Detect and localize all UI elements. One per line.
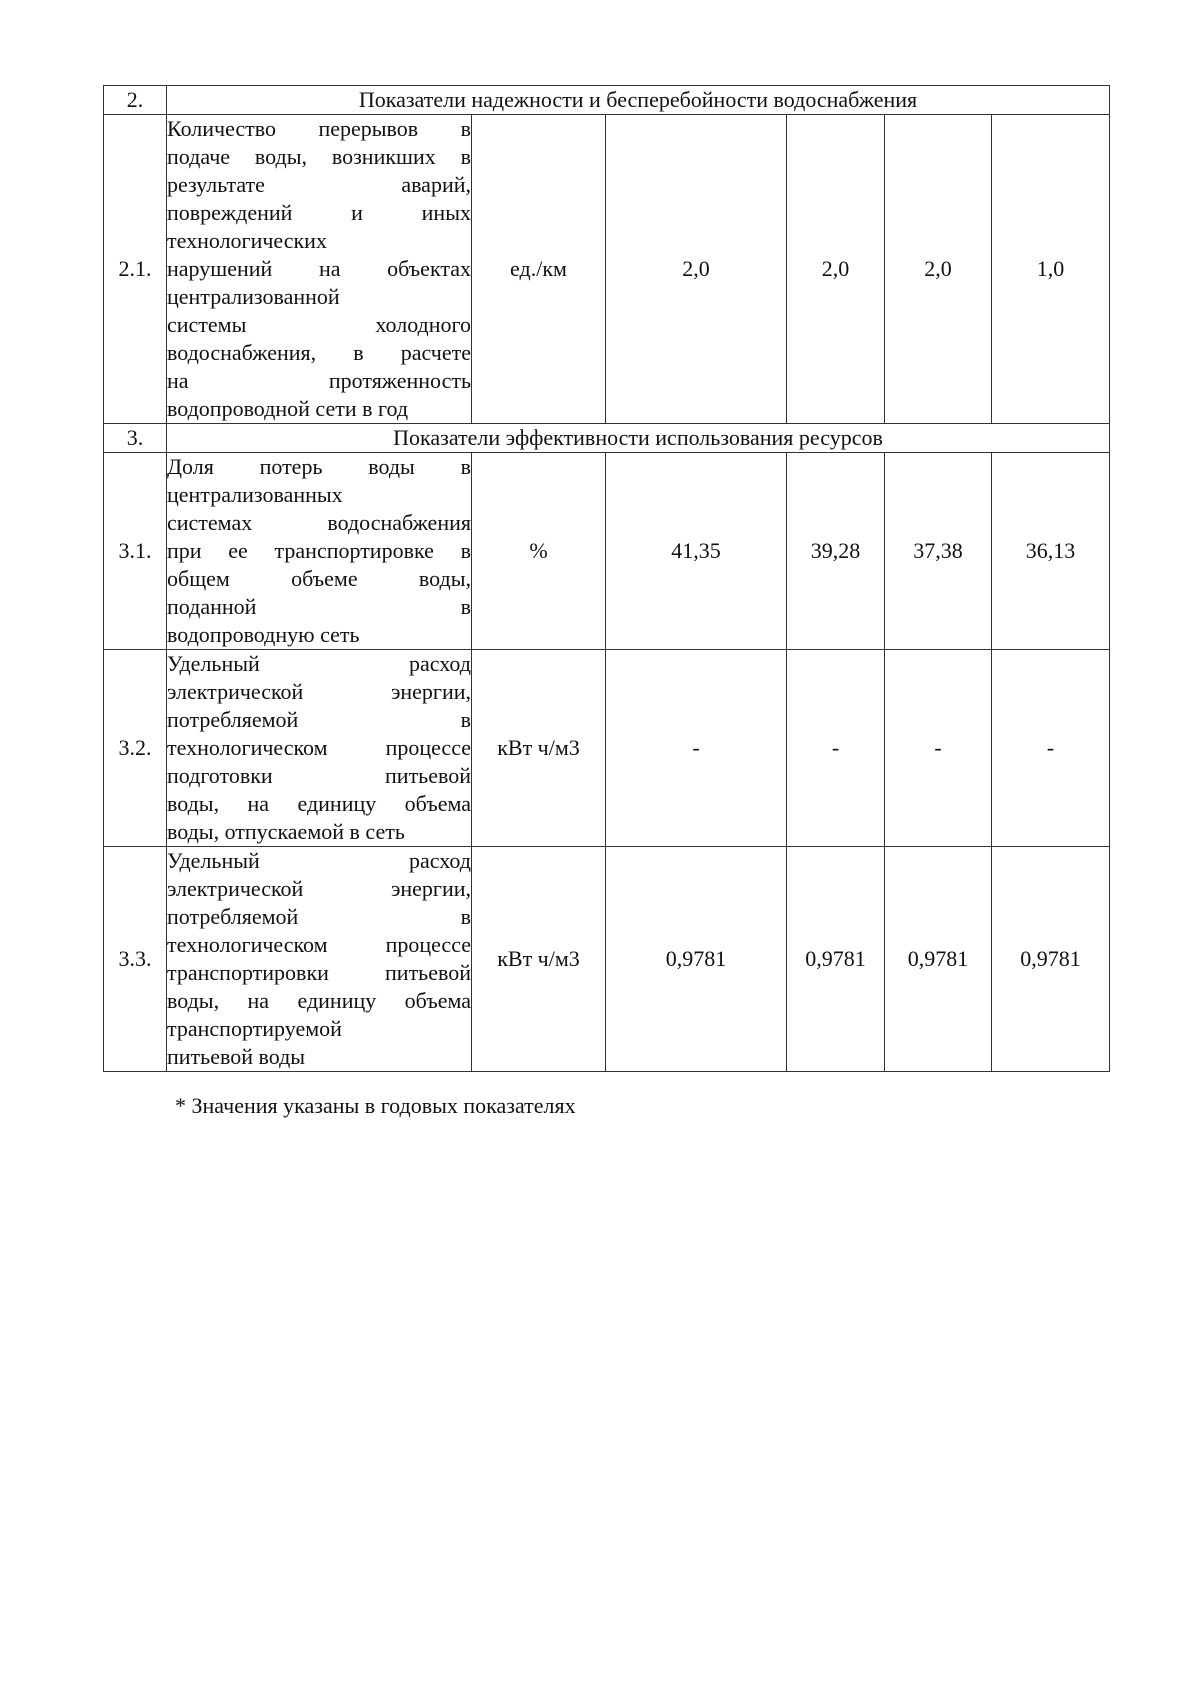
description-line: Количество перерывов в [167, 116, 471, 141]
value-cell: 0,9781 [992, 847, 1110, 1072]
value-cell: 0,9781 [606, 847, 787, 1072]
value-cell: - [992, 650, 1110, 847]
description-line: повреждений и иных [167, 200, 471, 225]
value-cell: 0,9781 [885, 847, 992, 1072]
description-line: при ее транспортировке в [167, 538, 471, 563]
table-row [104, 650, 1110, 847]
value-cell: 1,0 [992, 115, 1110, 424]
description-line: системы холодного [167, 312, 471, 337]
description-line: технологическом процессе [167, 735, 471, 760]
value-cell: 36,13 [992, 453, 1110, 650]
value-cell: 0,9781 [787, 847, 885, 1072]
value-cell: 2,0 [787, 115, 885, 424]
description-line: потребляемой в [167, 707, 471, 732]
description-line: нарушений на объектах [167, 256, 471, 281]
description-line: общем объеме воды, [167, 566, 471, 591]
description-line: водопроводной сети в год [167, 396, 409, 421]
indicator-description [167, 453, 472, 650]
description-line: результате аварий, [167, 172, 471, 197]
section-row [104, 86, 1110, 115]
value-cell: 39,28 [787, 453, 885, 650]
value-cell: - [787, 650, 885, 847]
value-cell: - [885, 650, 992, 847]
description-line: системах водоснабжения [167, 510, 471, 535]
description-line: подготовки питьевой [167, 763, 471, 788]
indicator-description [167, 847, 472, 1072]
table-body [104, 86, 1110, 1072]
row-number: 3.1. [104, 453, 167, 650]
description-line: потребляемой в [167, 904, 471, 929]
row-number: 2. [104, 86, 167, 115]
description-line: централизованных [167, 482, 343, 507]
description-line: транспортировки питьевой [167, 960, 471, 985]
indicators-table [103, 85, 1110, 1072]
description-line: подаче воды, возникших в [167, 144, 471, 169]
description-line: электрической энергии, [167, 876, 471, 901]
section-row [104, 424, 1110, 453]
description-line: водопроводную сеть [167, 622, 360, 647]
description-line: на протяженность [167, 368, 471, 393]
indicator-description [167, 650, 472, 847]
description-line: питьевой воды [167, 1044, 306, 1069]
description-line: воды, на единицу объема [167, 791, 471, 816]
table-row [104, 115, 1110, 424]
description-line: технологическом процессе [167, 932, 471, 957]
description-line: поданной в [167, 594, 471, 619]
description-line: Удельный расход [167, 651, 471, 676]
description-line: Доля потерь воды в [167, 454, 471, 479]
row-number: 2.1. [104, 115, 167, 424]
indicator-description [167, 115, 472, 424]
unit-cell: кВт ч/м3 [472, 847, 606, 1072]
table-row [104, 453, 1110, 650]
description-line: транспортируемой [167, 1016, 342, 1041]
value-cell: 2,0 [885, 115, 992, 424]
value-cell: - [606, 650, 787, 847]
description-line: водоснабжения, в расчете [167, 340, 471, 365]
description-line: воды, отпускаемой в сеть [167, 819, 405, 844]
value-cell: 2,0 [606, 115, 787, 424]
description-line: технологических [167, 228, 327, 253]
unit-cell: ед./км [472, 115, 606, 424]
description-line: Удельный расход [167, 848, 471, 873]
section-title: Показатели эффективности использования ресурсов [167, 424, 1110, 453]
row-number: 3. [104, 424, 167, 453]
section-title: Показатели надежности и бесперебойности водоснабжения [167, 86, 1110, 115]
description-line: воды, на единицу объема [167, 988, 471, 1013]
row-number: 3.2. [104, 650, 167, 847]
table-row [104, 847, 1110, 1072]
footnote: * Значения указаны в годовых показателях [175, 1093, 576, 1118]
description-line: электрической энергии, [167, 679, 471, 704]
description-line: централизованной [167, 284, 340, 309]
row-number: 3.3. [104, 847, 167, 1072]
unit-cell: кВт ч/м3 [472, 650, 606, 847]
value-cell: 41,35 [606, 453, 787, 650]
unit-cell: % [472, 453, 606, 650]
value-cell: 37,38 [885, 453, 992, 650]
